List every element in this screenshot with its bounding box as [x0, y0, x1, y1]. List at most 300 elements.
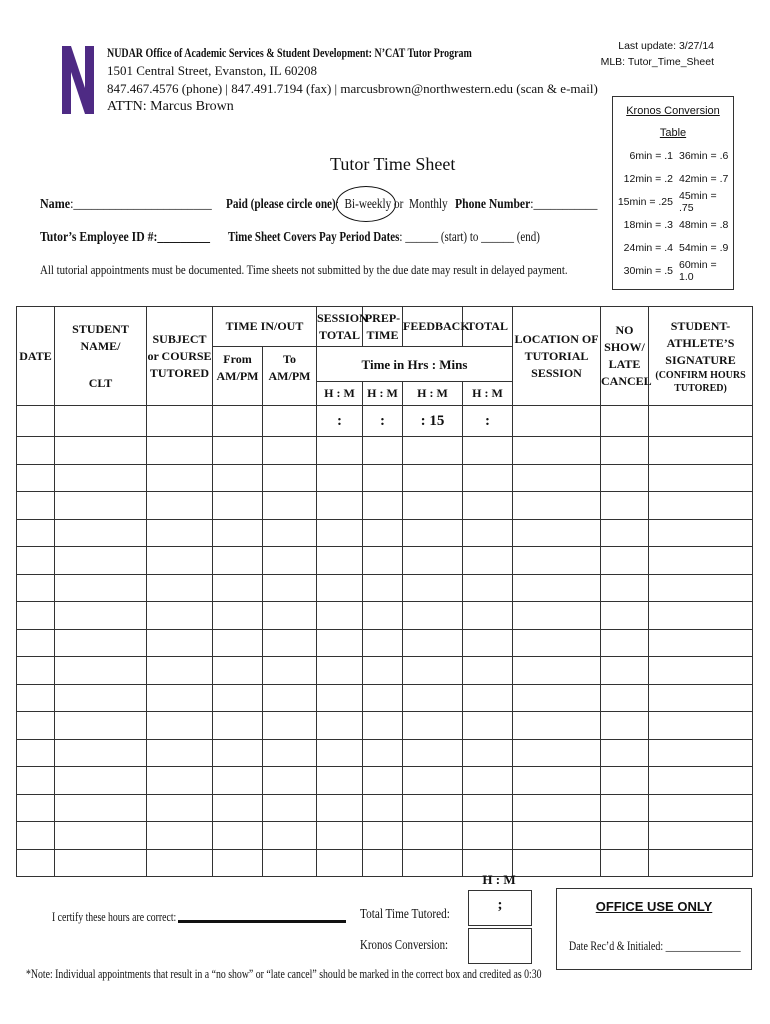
header-address: 1501 Central Street, Evanston, IL 60208	[107, 63, 318, 78]
kronos-conversion-box[interactable]	[468, 928, 532, 964]
header-contact: 847.467.4576 (phone) | 847.491.7194 (fax) | marcusbrown@northwestern.edu (scan & e-mail)	[107, 81, 598, 96]
prep-cell[interactable]	[363, 437, 403, 465]
to-cell[interactable]	[263, 657, 317, 685]
feedback-cell[interactable]	[403, 629, 463, 657]
prep-cell[interactable]	[363, 657, 403, 685]
noshow-cell[interactable]	[601, 684, 649, 712]
kronos-cell: 48min = .8	[679, 218, 729, 231]
feedback-cell[interactable]	[403, 794, 463, 822]
location-cell[interactable]	[513, 406, 601, 437]
noshow-label: SHOW/	[604, 340, 645, 354]
col-subject	[147, 307, 213, 406]
noshow-cell[interactable]	[601, 739, 649, 767]
total-cell[interactable]	[463, 547, 513, 575]
employee-id-field[interactable]	[40, 229, 210, 245]
total-cell[interactable]	[463, 739, 513, 767]
from-cell[interactable]	[213, 794, 263, 822]
subject-cell[interactable]	[147, 657, 213, 685]
session-cell[interactable]	[317, 547, 363, 575]
subject-cell[interactable]	[147, 574, 213, 602]
paid-colon: :	[335, 196, 339, 211]
location-cell[interactable]	[513, 437, 601, 465]
session-cell[interactable]: :	[317, 406, 363, 437]
student-cell[interactable]	[55, 464, 147, 492]
date-cell[interactable]	[17, 739, 55, 767]
kronos-cell: 36min = .6	[679, 149, 729, 162]
student-cell[interactable]	[55, 406, 147, 437]
total-time-label: Total Time Tutored:	[360, 906, 450, 921]
prep-cell[interactable]	[363, 849, 403, 877]
subject-label: or COURSE	[147, 348, 212, 363]
total-cell[interactable]	[463, 519, 513, 547]
date-cell[interactable]	[17, 712, 55, 740]
session-cell[interactable]	[317, 739, 363, 767]
student-cell[interactable]	[55, 767, 147, 795]
to-cell[interactable]	[263, 629, 317, 657]
signature-cell[interactable]	[649, 794, 753, 822]
subject-cell[interactable]	[147, 629, 213, 657]
student-cell[interactable]	[55, 519, 147, 547]
hm-prep: H : M	[363, 382, 403, 406]
date-cell[interactable]	[17, 767, 55, 795]
subject-cell[interactable]	[147, 794, 213, 822]
confirm-line: TUTORED)	[674, 382, 727, 394]
session-label: TOTAL	[319, 327, 360, 342]
from-cell[interactable]	[213, 406, 263, 437]
signature-cell[interactable]	[649, 684, 753, 712]
signature-cell[interactable]	[649, 437, 753, 465]
confirm-hours-note	[649, 369, 752, 395]
pay-period-blanks[interactable]: : ______ (start) to ______ (end)	[399, 229, 540, 244]
from-label: AM/PM	[216, 369, 259, 383]
kronos-title	[613, 100, 733, 144]
to-cell[interactable]	[263, 822, 317, 850]
kronos-cell: 60min = 1.0	[679, 258, 717, 283]
student-cell[interactable]	[55, 657, 147, 685]
table-row	[17, 657, 753, 685]
to-cell[interactable]	[263, 794, 317, 822]
signature-label: ATHLETE’S	[666, 335, 735, 350]
subject-cell[interactable]	[147, 547, 213, 575]
signature-cell[interactable]	[649, 739, 753, 767]
subject-label: SUBJECT	[152, 331, 207, 346]
from-cell[interactable]	[213, 767, 263, 795]
table-row	[17, 822, 753, 850]
table-row	[17, 629, 753, 657]
total-cell[interactable]: :	[463, 406, 513, 437]
to-cell[interactable]	[263, 767, 317, 795]
kronos-row	[613, 190, 733, 213]
from-cell[interactable]	[213, 712, 263, 740]
documentation-notice: All tutorial appointments must be documented. Time sheets not submitted by the due date may result in delayed payment.	[40, 262, 568, 277]
time-in-hrs-mins: Time in Hrs : Mins	[317, 347, 513, 382]
total-cell[interactable]	[463, 657, 513, 685]
location-cell[interactable]	[513, 657, 601, 685]
name-blank[interactable]: :_______________________	[70, 196, 212, 211]
total-cell[interactable]	[463, 767, 513, 795]
kronos-conversion-label: Kronos Conversion:	[360, 937, 449, 952]
feedback-cell[interactable]	[403, 739, 463, 767]
session-cell[interactable]	[317, 574, 363, 602]
total-cell[interactable]	[463, 492, 513, 520]
noshow-label: NO	[615, 323, 634, 337]
from-cell[interactable]	[213, 519, 263, 547]
kronos-row	[613, 236, 733, 259]
table-row	[17, 547, 753, 575]
subject-cell[interactable]	[147, 739, 213, 767]
student-cell[interactable]	[55, 739, 147, 767]
total-cell[interactable]	[463, 574, 513, 602]
session-cell[interactable]	[317, 794, 363, 822]
student-cell[interactable]	[55, 574, 147, 602]
subject-cell[interactable]	[147, 849, 213, 877]
prep-cell[interactable]	[363, 519, 403, 547]
student-cell[interactable]	[55, 602, 147, 630]
from-cell[interactable]	[213, 574, 263, 602]
header-attn: ATTN: Marcus Brown	[107, 99, 234, 114]
location-cell[interactable]	[513, 602, 601, 630]
feedback-cell[interactable]	[403, 602, 463, 630]
signature-cell[interactable]	[649, 657, 753, 685]
student-cell[interactable]	[55, 849, 147, 877]
kronos-cell: 15min = .25	[617, 195, 673, 208]
signature-line[interactable]	[178, 920, 346, 923]
session-cell[interactable]	[317, 712, 363, 740]
subject-cell[interactable]	[147, 684, 213, 712]
prep-cell[interactable]	[363, 822, 403, 850]
table-row	[17, 794, 753, 822]
student-cell[interactable]	[55, 822, 147, 850]
to-cell[interactable]	[263, 739, 317, 767]
to-cell[interactable]	[263, 684, 317, 712]
paid-label: Paid (please circle one)	[226, 196, 336, 211]
session-cell[interactable]	[317, 519, 363, 547]
to-cell[interactable]	[263, 849, 317, 877]
noshow-cell[interactable]	[601, 822, 649, 850]
to-cell[interactable]	[263, 712, 317, 740]
signature-cell[interactable]	[649, 849, 753, 877]
date-cell[interactable]	[17, 849, 55, 877]
noshow-cell[interactable]	[601, 492, 649, 520]
footnote: *Note: Individual appointments that result in a “no show” or “late cancel” should be marked in the correct box and credited as 0:30	[26, 967, 542, 981]
total-cell[interactable]	[463, 794, 513, 822]
student-cell[interactable]	[55, 547, 147, 575]
prep-cell[interactable]	[363, 767, 403, 795]
date-cell[interactable]	[17, 574, 55, 602]
table-row	[17, 519, 753, 547]
subject-cell[interactable]	[147, 464, 213, 492]
prep-cell[interactable]	[363, 629, 403, 657]
phone-label: Phone Number	[455, 196, 531, 211]
subject-cell[interactable]	[147, 406, 213, 437]
prep-cell[interactable]	[363, 464, 403, 492]
kronos-title-line2: Table	[659, 127, 687, 139]
signature-cell[interactable]	[649, 574, 753, 602]
date-cell[interactable]	[17, 629, 55, 657]
location-label: TUTORIAL	[524, 348, 589, 363]
feedback-cell[interactable]	[403, 437, 463, 465]
signature-cell[interactable]	[649, 629, 753, 657]
kronos-cell: 24min = .4	[623, 241, 673, 254]
to-cell[interactable]	[263, 464, 317, 492]
last-update-block	[601, 38, 714, 70]
certify-text: I certify these hours are correct:	[52, 910, 177, 924]
location-cell[interactable]	[513, 822, 601, 850]
date-cell[interactable]	[17, 406, 55, 437]
biweekly-circle	[336, 186, 396, 222]
prep-cell[interactable]	[363, 739, 403, 767]
prep-cell[interactable]: :	[363, 406, 403, 437]
phone-blank[interactable]: :___________	[530, 196, 598, 211]
to-cell[interactable]	[263, 437, 317, 465]
kronos-row	[613, 213, 733, 236]
location-cell[interactable]	[513, 712, 601, 740]
noshow-label: CANCEL	[601, 374, 652, 388]
feedback-cell[interactable]: : 15	[403, 406, 463, 437]
noshow-cell[interactable]	[601, 767, 649, 795]
session-cell[interactable]	[317, 657, 363, 685]
location-cell[interactable]	[513, 547, 601, 575]
office-header	[107, 44, 598, 116]
col-student-name	[55, 307, 147, 406]
kronos-cell: 18min = .3	[623, 218, 673, 231]
feedback-cell[interactable]	[403, 712, 463, 740]
to-cell[interactable]	[263, 406, 317, 437]
kronos-cell: 42min = .7	[679, 172, 729, 185]
noshow-cell[interactable]	[601, 712, 649, 740]
from-cell[interactable]	[213, 739, 263, 767]
from-cell[interactable]	[213, 602, 263, 630]
phone-field[interactable]	[455, 196, 597, 212]
signature-cell[interactable]	[649, 602, 753, 630]
or-text: or	[394, 196, 404, 211]
feedback-cell[interactable]	[403, 657, 463, 685]
col-signature	[649, 307, 753, 406]
table-row	[17, 602, 753, 630]
session-cell[interactable]	[317, 822, 363, 850]
prep-cell[interactable]	[363, 684, 403, 712]
clt-label: CLT	[88, 375, 113, 390]
prep-label: PREP-	[364, 310, 401, 325]
feedback-cell[interactable]	[403, 849, 463, 877]
noshow-cell[interactable]	[601, 519, 649, 547]
kronos-cell: 12min = .2	[623, 172, 673, 185]
subject-cell[interactable]	[147, 437, 213, 465]
feedback-cell[interactable]	[403, 574, 463, 602]
col-from	[213, 347, 263, 406]
pay-period-field[interactable]	[228, 229, 540, 245]
total-time-box[interactable]: ;	[468, 890, 532, 926]
signature-cell[interactable]	[649, 492, 753, 520]
location-cell[interactable]	[513, 519, 601, 547]
kronos-cell: 54min = .9	[679, 241, 729, 254]
to-cell[interactable]	[263, 602, 317, 630]
session-cell[interactable]	[317, 437, 363, 465]
col-no-show	[601, 307, 652, 406]
noshow-cell[interactable]	[601, 406, 649, 437]
prep-cell[interactable]	[363, 547, 403, 575]
subject-cell[interactable]	[147, 712, 213, 740]
kronos-row	[613, 259, 733, 282]
location-cell[interactable]	[513, 794, 601, 822]
feedback-cell[interactable]	[403, 492, 463, 520]
subject-cell[interactable]	[147, 519, 213, 547]
office-use-box	[556, 888, 752, 970]
from-cell[interactable]	[213, 849, 263, 877]
noshow-cell[interactable]	[601, 437, 649, 465]
col-session-total	[317, 307, 368, 347]
kronos-conversion-table	[612, 96, 734, 290]
total-hm-label: H : M	[482, 872, 516, 887]
monthly-option[interactable]: Monthly	[409, 196, 448, 211]
kronos-row	[613, 144, 733, 167]
total-cell[interactable]	[463, 822, 513, 850]
total-cell[interactable]	[463, 629, 513, 657]
biweekly-option[interactable]: Bi-weekly	[344, 196, 392, 211]
mlb-code: MLB: Tutor_Time_Sheet	[600, 56, 714, 68]
kronos-title-line1: Kronos Conversion	[626, 105, 720, 117]
total-cell[interactable]	[463, 712, 513, 740]
table-row	[17, 574, 753, 602]
signature-label: SIGNATURE	[665, 352, 736, 367]
from-cell[interactable]	[213, 684, 263, 712]
date-received-field[interactable]: Date Rec’d & Initialed: _______________	[569, 939, 741, 953]
office-use-title: OFFICE USE ONLY	[595, 899, 713, 914]
table-row	[17, 406, 753, 437]
session-cell[interactable]	[317, 684, 363, 712]
subject-cell[interactable]	[147, 822, 213, 850]
kronos-cell: 30min = .5	[623, 264, 673, 277]
date-cell[interactable]	[17, 602, 55, 630]
signature-cell[interactable]	[649, 406, 753, 437]
signature-cell[interactable]	[649, 712, 753, 740]
to-label: AM/PM	[268, 369, 311, 383]
date-cell[interactable]	[17, 822, 55, 850]
session-cell[interactable]	[317, 767, 363, 795]
session-cell[interactable]	[317, 849, 363, 877]
noshow-cell[interactable]	[601, 547, 649, 575]
noshow-cell[interactable]	[601, 629, 649, 657]
date-cell[interactable]	[17, 519, 55, 547]
from-cell[interactable]	[213, 547, 263, 575]
student-cell[interactable]	[55, 437, 147, 465]
to-cell[interactable]	[263, 574, 317, 602]
student-cell[interactable]	[55, 794, 147, 822]
location-cell[interactable]	[513, 492, 601, 520]
noshow-cell[interactable]	[601, 574, 649, 602]
northwestern-n-logo	[60, 44, 96, 118]
feedback-cell[interactable]	[403, 547, 463, 575]
prep-cell[interactable]	[363, 602, 403, 630]
total-cell[interactable]	[463, 437, 513, 465]
date-cell[interactable]	[17, 684, 55, 712]
col-feedback: FEEDBACK	[403, 307, 463, 347]
subject-cell[interactable]	[147, 602, 213, 630]
total-cell[interactable]	[463, 464, 513, 492]
to-cell[interactable]	[263, 519, 317, 547]
student-cell[interactable]	[55, 629, 147, 657]
from-cell[interactable]	[213, 492, 263, 520]
student-name-label: STUDENT NAME/	[72, 321, 129, 353]
location-cell[interactable]	[513, 684, 601, 712]
total-cell[interactable]	[463, 684, 513, 712]
subject-label: TUTORED	[149, 365, 210, 380]
confirm-line: (CONFIRM HOURS	[655, 369, 746, 381]
header-office-name: NUDAR Office of Academic Services & Student Development: N’CAT Tutor Program	[107, 45, 472, 60]
date-cell[interactable]	[17, 437, 55, 465]
location-cell[interactable]	[513, 574, 601, 602]
student-cell[interactable]	[55, 684, 147, 712]
feedback-cell[interactable]	[403, 767, 463, 795]
prep-label: TIME	[366, 327, 399, 342]
noshow-cell[interactable]	[601, 657, 649, 685]
from-cell[interactable]	[213, 464, 263, 492]
noshow-cell[interactable]	[601, 849, 649, 877]
total-cell[interactable]	[463, 602, 513, 630]
to-cell[interactable]	[263, 547, 317, 575]
date-cell[interactable]	[17, 547, 55, 575]
subject-cell[interactable]	[147, 767, 213, 795]
prep-cell[interactable]	[363, 712, 403, 740]
location-cell[interactable]	[513, 767, 601, 795]
hm-total: H : M	[463, 382, 513, 406]
from-cell[interactable]	[213, 629, 263, 657]
noshow-cell[interactable]	[601, 464, 649, 492]
session-cell[interactable]	[317, 629, 363, 657]
signature-label: STUDENT-	[670, 318, 731, 333]
location-cell[interactable]	[513, 629, 601, 657]
session-cell[interactable]	[317, 492, 363, 520]
location-cell[interactable]	[513, 464, 601, 492]
table-row	[17, 684, 753, 712]
from-cell[interactable]	[213, 822, 263, 850]
signature-cell[interactable]	[649, 519, 753, 547]
date-cell[interactable]	[17, 794, 55, 822]
table-row	[17, 464, 753, 492]
feedback-cell[interactable]	[403, 684, 463, 712]
feedback-cell[interactable]	[403, 519, 463, 547]
noshow-cell[interactable]	[601, 794, 649, 822]
from-cell[interactable]	[213, 437, 263, 465]
noshow-cell[interactable]	[601, 602, 649, 630]
student-cell[interactable]	[55, 492, 147, 520]
signature-cell[interactable]	[649, 464, 753, 492]
session-cell[interactable]	[317, 464, 363, 492]
to-cell[interactable]	[263, 492, 317, 520]
date-cell[interactable]	[17, 492, 55, 520]
signature-cell[interactable]	[649, 822, 753, 850]
signature-cell[interactable]	[649, 547, 753, 575]
from-cell[interactable]	[213, 657, 263, 685]
feedback-cell[interactable]	[403, 464, 463, 492]
prep-cell[interactable]	[363, 492, 403, 520]
table-row	[17, 739, 753, 767]
session-cell[interactable]	[317, 602, 363, 630]
last-update: Last update: 3/27/14	[618, 40, 714, 52]
location-cell[interactable]	[513, 739, 601, 767]
student-cell[interactable]	[55, 712, 147, 740]
prep-cell[interactable]	[363, 794, 403, 822]
location-label: SESSION	[531, 365, 582, 380]
hm-feedback: H : M	[403, 382, 463, 406]
date-cell[interactable]	[17, 464, 55, 492]
prep-cell[interactable]	[363, 574, 403, 602]
name-field[interactable]	[40, 196, 212, 212]
subject-cell[interactable]	[147, 492, 213, 520]
feedback-cell[interactable]	[403, 822, 463, 850]
signature-cell[interactable]	[649, 767, 753, 795]
date-cell[interactable]	[17, 657, 55, 685]
